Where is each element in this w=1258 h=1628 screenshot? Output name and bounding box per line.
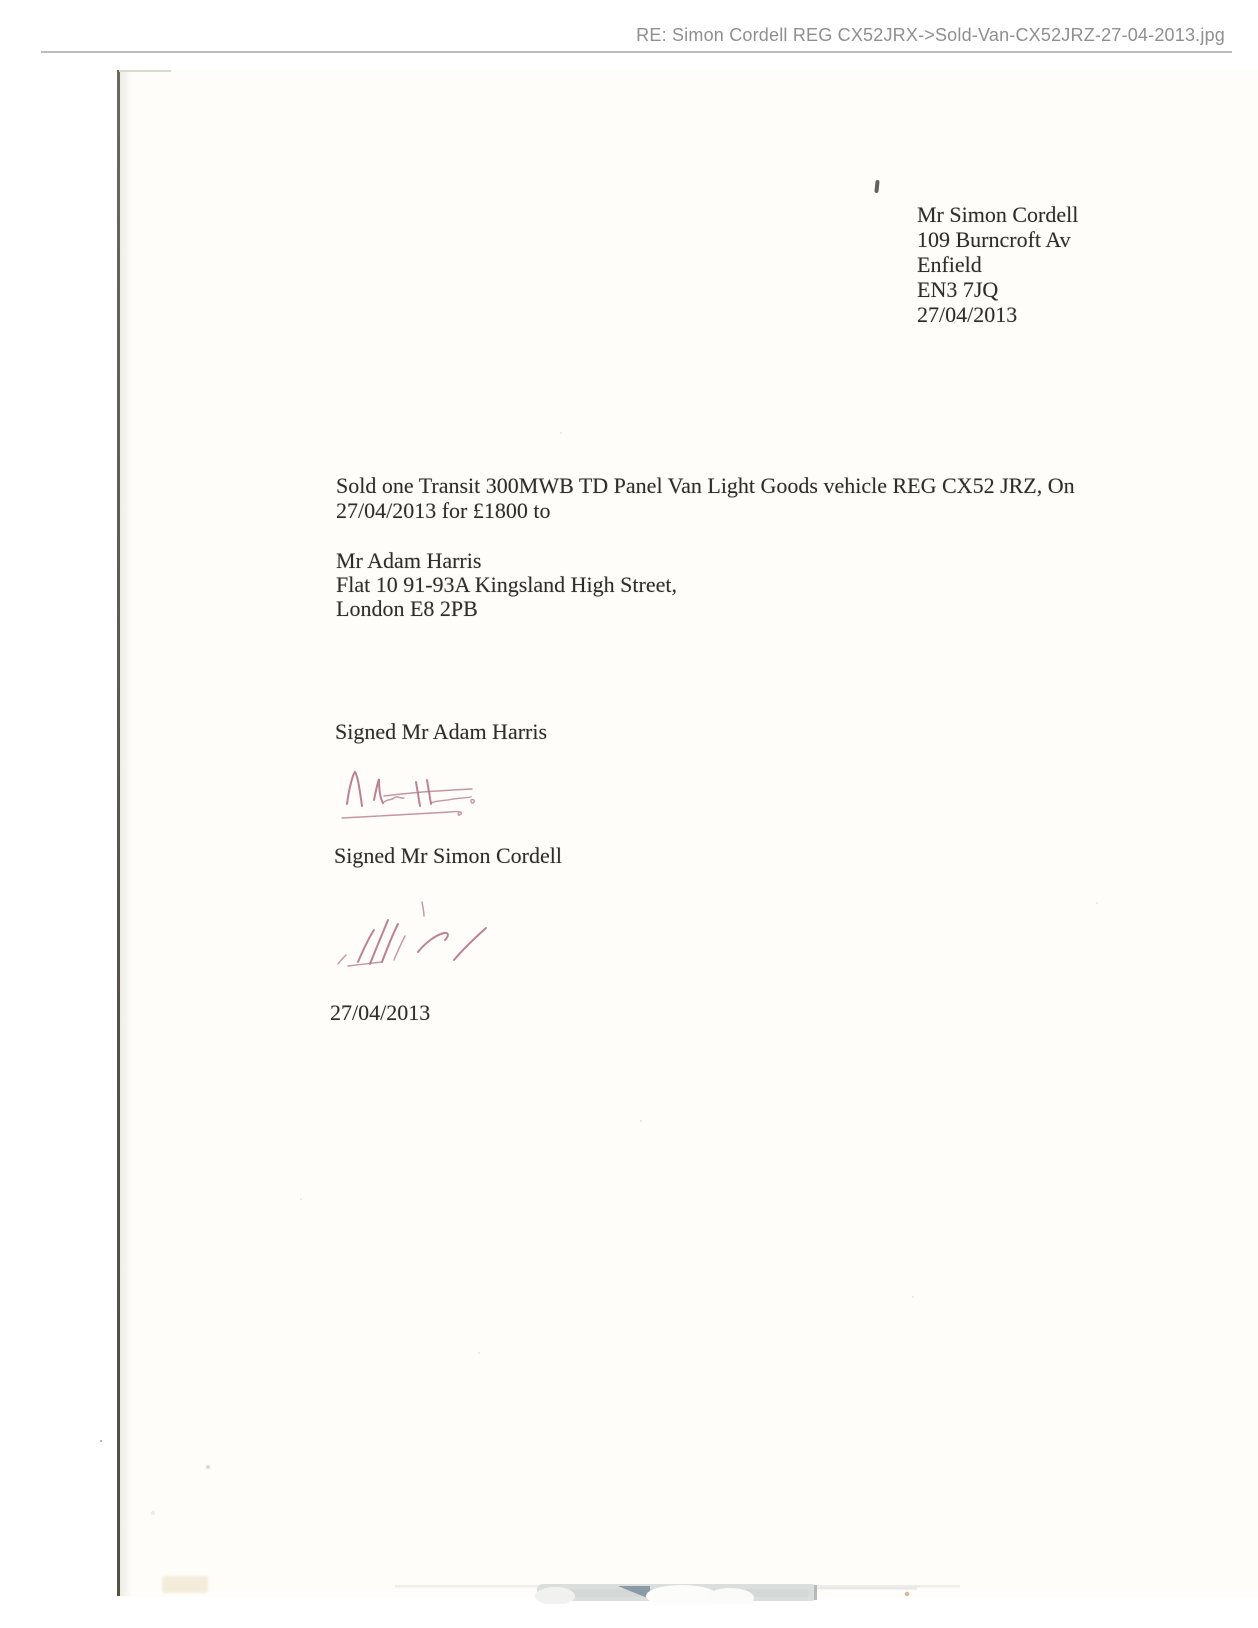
- attachment-filename: RE: Simon Cordell REG CX52JRX->Sold-Van-CX52JRZ-27-04-2013.jpg: [636, 25, 1225, 45]
- buyer-address-block: [336, 549, 677, 622]
- body-line: 27/04/2013 for £1800 to: [336, 497, 551, 523]
- buyer-line: Flat 10 91-93A Kingsland High Street,: [336, 572, 677, 598]
- buyer-line: Mr Adam Harris: [336, 548, 482, 573]
- letter-body: [336, 474, 1075, 523]
- sender-line: Enfield: [917, 252, 982, 277]
- page-edge-shadow: [120, 70, 132, 1596]
- sender-line: 109 Burncroft Av: [917, 227, 1071, 252]
- sender-line: 27/04/2013: [917, 302, 1018, 327]
- page-top-edge: [119, 70, 171, 72]
- buyer-line: London E8 2PB: [336, 596, 478, 622]
- signed-simon-label: Signed Mr Simon Cordell: [334, 843, 562, 868]
- adam-harris-signature: [330, 766, 485, 828]
- letter-date: 27/04/2013: [330, 1000, 431, 1025]
- signed-adam-label: Signed Mr Adam Harris: [335, 719, 548, 744]
- sender-line: Mr Simon Cordell: [917, 202, 1079, 227]
- header-divider: [41, 51, 1232, 53]
- simon-cordell-signature: [334, 890, 499, 970]
- scan-smudge: [162, 1576, 208, 1593]
- scan-speckles: [0, 0, 2, 2]
- sender-line: EN3 7JQ: [917, 277, 999, 302]
- scanned-letter-page: [120, 70, 1258, 1597]
- scanner-artifact-strip: [380, 1578, 990, 1604]
- sender-address-block: [917, 202, 1078, 327]
- body-line: Sold one Transit 300MWB TD Panel Van Light Goods vehicle REG CX52 JRZ, On: [336, 473, 1075, 498]
